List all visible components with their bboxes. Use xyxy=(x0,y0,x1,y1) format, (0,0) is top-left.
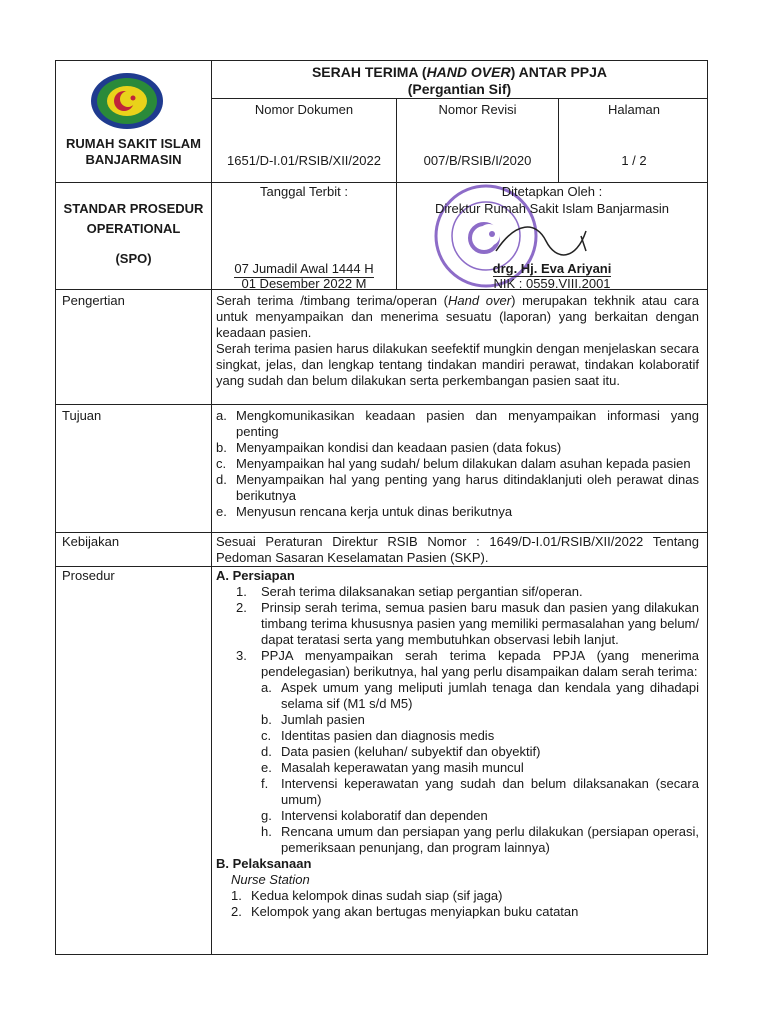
set-by-label: Ditetapkan Oleh : xyxy=(501,184,603,199)
pelaksanaan-title: B. Pelaksanaan xyxy=(216,856,312,871)
section-pengertian xyxy=(56,289,707,405)
list-item: c. Menyampaikan hal yang sudah/ belum dilakukan dalam asuhan kepada pasien xyxy=(216,456,691,471)
issued-label: Tanggal Terbit : xyxy=(260,184,348,199)
pelaksanaan-list xyxy=(216,888,699,920)
persiapan-title: A. Persiapan xyxy=(216,568,295,583)
document-title: SERAH TERIMA (HAND OVER) ANTAR PPJA (Pergantian Sif) xyxy=(212,64,707,98)
title-italic: HAND OVER xyxy=(426,64,511,80)
list-item: 1. Kedua kelompok dinas sudah siap (sif jaga) xyxy=(231,888,503,903)
hospital-logo xyxy=(89,71,165,131)
hospital-name-line2: BANJARMASIN xyxy=(85,152,182,167)
kebijakan-text: Sesuai Peraturan Direktur RSIB Nomor : 1649/D-I.01/RSIB/XII/2022 Tentang Pedoman Sasaran Keselamatan Pasien (SKP). xyxy=(216,534,699,565)
prosedur-content xyxy=(216,568,699,920)
list-item: 1. Serah terima dilaksanakan setiap pergantian sif/operan. xyxy=(236,584,583,599)
list-item: g. Intervensi kolaboratif dan dependen xyxy=(261,808,488,823)
serah-terima-sublist xyxy=(261,680,699,856)
issued-gregorian: 01 Desember 2022 M xyxy=(241,276,367,291)
persiapan-list xyxy=(216,584,699,856)
tujuan-label: Tujuan xyxy=(62,408,102,423)
nurse-station-subtitle: Nurse Station xyxy=(231,872,310,887)
pengertian-text: Serah terima /timbang terima/operan (Hand over) merupakan tekhnik atau cara untuk menyampaikan dan menerima sesuatu (laporan) yang berkaitan dengan keadaan pasien. Serah terima pasien harus dilakukan seefektif mungkin dengan menjelaskan secara singkat, jelas, dan lengkap tentang tindakan mandiri perawat, tindakan kolaboratif yang sudah dan belum dilakukan serta perkembangan pasien saat itu. xyxy=(216,293,699,388)
list-item: 2. Kelompok yang akan bertugas menyiapkan buku catatan xyxy=(231,904,579,919)
spo-line3: (SPO) xyxy=(115,251,152,266)
list-item: f. Intervensi keperawatan yang sudah dan belum dilaksanakan (secara umum) xyxy=(261,776,699,807)
hospital-name-line1: RUMAH SAKIT ISLAM xyxy=(65,136,202,151)
list-item: h. Rencana umum dan persiapan yang perlu dilakukan (persiapan operasi, pemeriksaan penunjang, dan program lainnya) xyxy=(261,824,699,855)
list-item: d. Menyampaikan hal yang penting yang harus ditindaklanjuti oleh perawat dinas berikutnya xyxy=(216,472,699,503)
list-item: 2. Prinsip serah terima, semua pasien baru masuk dan pasien yang dilakukan timbang terima khususnya pasien yang memiliki permasalahan yang belum/ dapat teratasi serta yang membutuhkan observasi lebih lanjut. xyxy=(236,600,699,647)
prosedur-label: Prosedur xyxy=(62,568,115,583)
list-item: c. Identitas pasien dan diagnosis medis xyxy=(261,728,495,743)
set-by-title: Direktur Rumah Sakit Islam Banjarmasin xyxy=(434,201,670,216)
rev-number-label: Nomor Revisi xyxy=(438,102,517,117)
list-item: e. Masalah keperawatan yang masih muncul xyxy=(261,760,524,775)
list-item: e. Menyusun rencana kerja untuk dinas berikutnya xyxy=(216,504,513,519)
document-subtitle: (Pergantian Sif) xyxy=(407,81,512,97)
page-label: Halaman xyxy=(607,102,661,117)
pengertian-label: Pengertian xyxy=(62,293,125,308)
pengertian-paragraph-2: Serah terima pasien harus dilakukan seefektif mungkin dengan menjelaskan secara singkat, jelas, dan lengkap tentang tindakan mandiri perawat, tindakan kolaboratif yang sudah dan belum dilakukan serta perkembangan pasien saat itu. xyxy=(216,341,699,388)
issued-hijri: 07 Jumadil Awal 1444 H xyxy=(234,261,374,276)
list-item: a. Mengkomunikasikan keadaan pasien dan menyampaikan informasi yang penting xyxy=(216,408,699,439)
section-tujuan xyxy=(56,404,707,533)
director-name: drg. Hj. Eva Ariyani xyxy=(492,261,612,276)
header-block xyxy=(56,61,707,290)
tujuan-list xyxy=(216,408,699,520)
director-nik: NIK : 0559.VIII.2001 xyxy=(493,276,611,291)
list-item: b. Jumlah pasien xyxy=(261,712,365,727)
list-item: a. Aspek umum yang meliputi jumlah tenaga dan kendala yang dihadapi selama sif (M1 s/d M5) xyxy=(261,680,699,711)
kebijakan-label: Kebijakan xyxy=(62,534,120,549)
list-item: 3. PPJA menyampaikan serah terima kepada PPJA (yang menerima pendelegasian) berikutnya, hal yang perlu disampaikan dalam serah terima: a. Aspek umum yang meliputi jumlah tenaga dan kendala yang dihadapi selama sif (M1 s/d M5) b. Jumlah pasien c. Identitas pasien dan diagnosis medis d. Data pasien (keluhan/ subyektif dan obyektif) e. Masalah keperawatan yang masih muncul f. Intervensi keperawatan yang sudah dan belum dilaksanakan (secara umum) g. Intervensi kolaboratif dan dependen h. Rencana umum dan persiapan yang perlu dilakukan (persiapan operasi, pemeriksaan penunjang, dan program lainnya) xyxy=(236,648,699,855)
page-number-value: 1 / 2 xyxy=(621,153,647,168)
list-item: b. Menyampaikan kondisi dan keadaan pasien (data fokus) xyxy=(216,440,562,455)
doc-number-value: 1651/D-I.01/RSIB/XII/2022 xyxy=(227,153,381,168)
rev-number-value: 007/B/RSIB/I/2020 xyxy=(423,153,532,168)
section-prosedur xyxy=(56,566,707,954)
spo-line1: STANDAR PROSEDUR xyxy=(63,201,204,216)
section-kebijakan xyxy=(56,532,707,567)
spo-document xyxy=(55,60,708,955)
list-item: d. Data pasien (keluhan/ subyektif dan obyektif) xyxy=(261,744,541,759)
spo-line2: OPERATIONAL xyxy=(86,221,181,236)
doc-number-label: Nomor Dokumen xyxy=(254,102,354,117)
